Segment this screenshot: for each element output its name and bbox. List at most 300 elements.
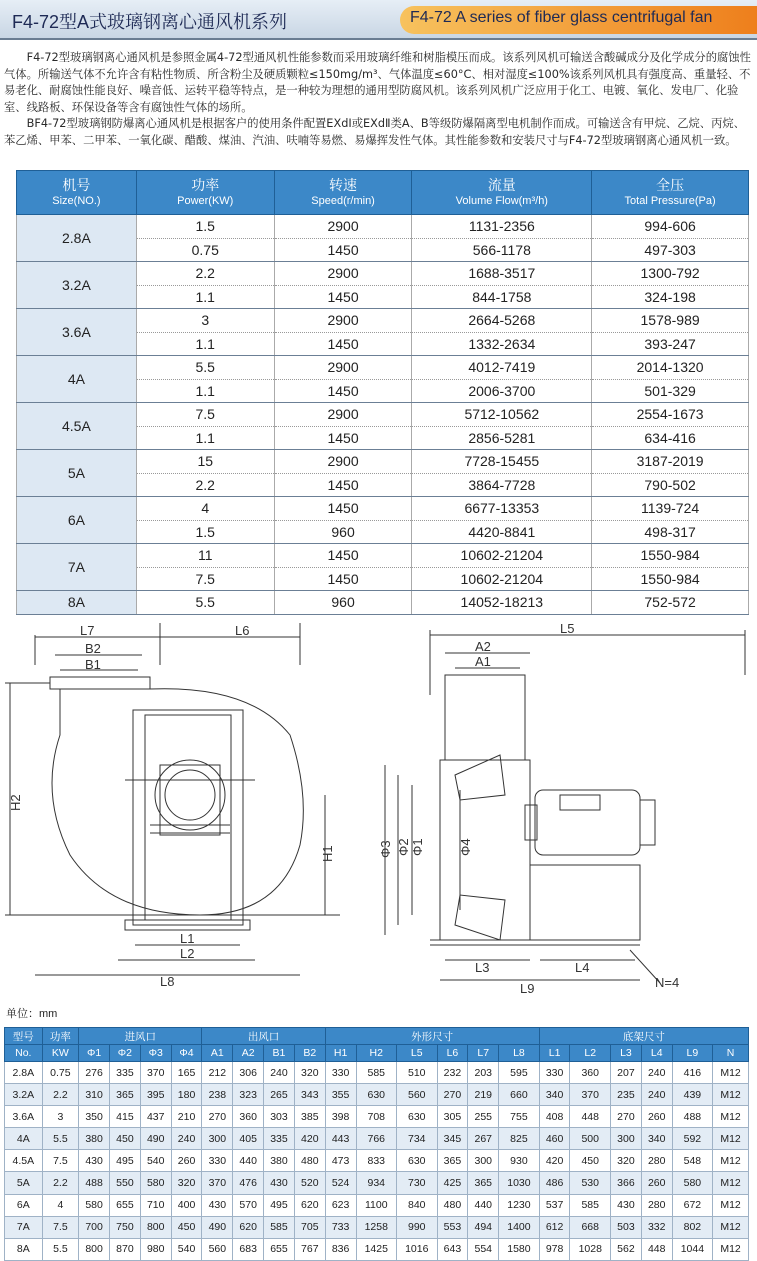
table-row xyxy=(17,544,749,568)
dim-group-header: 底架尺寸 xyxy=(539,1028,748,1045)
table-cell: 553 xyxy=(437,1216,468,1238)
table-cell: 3 xyxy=(42,1106,79,1128)
table-cell: 978 xyxy=(539,1238,570,1260)
table-cell: 548 xyxy=(672,1150,713,1172)
dim-group-header: 外形尺寸 xyxy=(325,1028,539,1045)
table-cell: 501-329 xyxy=(592,379,749,403)
table-cell: 240 xyxy=(264,1062,295,1084)
table-cell: 5A xyxy=(5,1172,43,1194)
table-cell: 1139-724 xyxy=(592,497,749,521)
table-cell: 1580 xyxy=(499,1238,540,1260)
table-cell: 540 xyxy=(171,1238,202,1260)
table-cell: 494 xyxy=(468,1216,499,1238)
intro-paragraph-2: BF4-72型玻璃钢防爆离心通风机是根据客户的使用条件配置EXdⅠ或EXdⅡ类A、B等级防爆隔离型电机制作而成。可输送含有甲烷、乙烷、丙烷、苯乙烯、甲苯、二甲苯、一氧化碳、醋酸、煤油、汽油、呋喃等易燃、易爆挥发性气体。其性能参数和安装尺寸与F4-72型玻璃钢离心通风机一致。 xyxy=(4,117,745,147)
table-cell: 365 xyxy=(110,1084,141,1106)
dim-group-header: 进风口 xyxy=(79,1028,202,1045)
perf-header-en: Volume Flow(m³/h) xyxy=(455,194,548,207)
table-cell: 450 xyxy=(171,1216,202,1238)
table-cell: 280 xyxy=(641,1194,672,1216)
table-cell: 1.1 xyxy=(136,379,274,403)
table-cell: 708 xyxy=(356,1106,397,1128)
table-cell: 683 xyxy=(233,1238,264,1260)
label-L6: L6 xyxy=(235,623,250,638)
size-cell: 8A xyxy=(17,591,137,615)
label-N: N=4 xyxy=(655,975,680,990)
table-cell: 15 xyxy=(136,450,274,474)
label-B1: B1 xyxy=(85,657,101,672)
table-cell: 5.5 xyxy=(42,1238,79,1260)
table-cell: 310 xyxy=(79,1084,110,1106)
table-cell: 2.2 xyxy=(42,1172,79,1194)
dim-sub-header: B1 xyxy=(264,1045,295,1062)
table-cell: 800 xyxy=(79,1238,110,1260)
table-cell: 350 xyxy=(79,1106,110,1128)
perf-header-cn: 转速 xyxy=(329,176,358,193)
table-cell: 750 xyxy=(110,1216,141,1238)
dim-sub-header: A2 xyxy=(233,1045,264,1062)
table-cell: 960 xyxy=(274,520,412,544)
table-cell: 303 xyxy=(264,1106,295,1128)
table-cell: 219 xyxy=(468,1084,499,1106)
front-view-drawing xyxy=(378,621,745,996)
table-row xyxy=(17,215,749,239)
dim-sub-header: H2 xyxy=(356,1045,397,1062)
table-cell: 752-572 xyxy=(592,591,749,615)
performance-table xyxy=(16,170,749,615)
perf-header-2 xyxy=(274,171,412,215)
dim-sub-header: Φ2 xyxy=(110,1045,141,1062)
dim-sub-header: L6 xyxy=(437,1045,468,1062)
size-cell: 2.8A xyxy=(17,215,137,262)
table-cell: 537 xyxy=(539,1194,570,1216)
table-cell: 2900 xyxy=(274,450,412,474)
label-L9: L9 xyxy=(520,981,535,996)
table-cell: 4 xyxy=(136,497,274,521)
label-A1: A1 xyxy=(475,654,491,669)
table-cell: 306 xyxy=(233,1062,264,1084)
perf-header-cn: 机号 xyxy=(62,176,91,193)
table-cell: 260 xyxy=(641,1106,672,1128)
table-cell: 420 xyxy=(294,1128,325,1150)
table-cell: 585 xyxy=(356,1062,397,1084)
table-cell: M12 xyxy=(713,1106,749,1128)
table-cell: 5712-10562 xyxy=(412,403,592,427)
table-cell: 473 xyxy=(325,1150,356,1172)
table-cell: 1450 xyxy=(274,426,412,450)
dim-sub-header: A1 xyxy=(202,1045,233,1062)
table-cell: M12 xyxy=(713,1150,749,1172)
table-cell: 324-198 xyxy=(592,285,749,309)
label-H2: H2 xyxy=(8,794,23,811)
table-row xyxy=(5,1062,749,1084)
table-cell: 580 xyxy=(79,1194,110,1216)
table-cell: 980 xyxy=(140,1238,171,1260)
table-cell: 488 xyxy=(79,1172,110,1194)
table-cell: 476 xyxy=(233,1172,264,1194)
table-cell: 405 xyxy=(233,1128,264,1150)
label-L2: L2 xyxy=(180,946,195,961)
table-cell: 443 xyxy=(325,1128,356,1150)
table-cell: 2554-1673 xyxy=(592,403,749,427)
intro-paragraph-1: F4-72型玻璃钢离心通风机是参照金属4-72型通风机性能参数而采用玻璃纤维和树脂模压而成。该系列风机可输送含酸碱成分及化学成分的腐蚀性气体。所输送气体不允许含有粘性物质、所含粉尘及硬质颗粒≤150mg/m³、气体温度≤60°C、相对湿度≤100%该系列风机具有强度高、重量轻、不易老化、耐腐蚀性能良好、噪音低、运转平稳等特点，是一种较为理想的通用型防腐风机。该系列风机广泛应用于化工、电镀、氧化、发电厂、化验室、线路板、环保设备等含有腐蚀性气体的场所。 xyxy=(4,51,751,114)
table-cell: 366 xyxy=(611,1172,642,1194)
table-cell: 1044 xyxy=(672,1238,713,1260)
table-cell: 300 xyxy=(468,1150,499,1172)
table-cell: 767 xyxy=(294,1238,325,1260)
table-cell: 488 xyxy=(672,1106,713,1128)
table-cell: 480 xyxy=(294,1150,325,1172)
table-cell: 7.5 xyxy=(136,567,274,591)
table-cell: 365 xyxy=(468,1172,499,1194)
dim-sub-header: KW xyxy=(42,1045,79,1062)
table-cell: 335 xyxy=(110,1062,141,1084)
table-cell: 3.2A xyxy=(5,1084,43,1106)
table-cell: 416 xyxy=(672,1062,713,1084)
table-row xyxy=(5,1238,749,1260)
label-d4: Φ4 xyxy=(458,838,473,856)
table-cell: 840 xyxy=(397,1194,438,1216)
dim-sub-header: L9 xyxy=(672,1045,713,1062)
table-cell: 1230 xyxy=(499,1194,540,1216)
table-cell: 1450 xyxy=(274,497,412,521)
table-cell: 3187-2019 xyxy=(592,450,749,474)
table-cell: M12 xyxy=(713,1062,749,1084)
table-cell: 1450 xyxy=(274,473,412,497)
table-cell: 930 xyxy=(499,1150,540,1172)
table-cell: 430 xyxy=(264,1172,295,1194)
table-cell: 1.1 xyxy=(136,332,274,356)
table-cell: 270 xyxy=(202,1106,233,1128)
table-cell: 240 xyxy=(171,1128,202,1150)
table-cell: 340 xyxy=(641,1128,672,1150)
table-cell: 1.5 xyxy=(136,215,274,239)
table-cell: 7.5 xyxy=(42,1216,79,1238)
table-cell: 1332-2634 xyxy=(412,332,592,356)
table-cell: 260 xyxy=(171,1150,202,1172)
table-cell: 595 xyxy=(499,1062,540,1084)
table-cell: 1258 xyxy=(356,1216,397,1238)
table-cell: 370 xyxy=(570,1084,611,1106)
table-cell: 1028 xyxy=(570,1238,611,1260)
dim-sub-header: L3 xyxy=(611,1045,642,1062)
perf-header-4 xyxy=(592,171,749,215)
table-cell: 870 xyxy=(110,1238,141,1260)
table-cell: M12 xyxy=(713,1128,749,1150)
table-cell: 440 xyxy=(468,1194,499,1216)
table-cell: 408 xyxy=(539,1106,570,1128)
table-cell: 270 xyxy=(611,1106,642,1128)
table-cell: 1131-2356 xyxy=(412,215,592,239)
table-cell: 11 xyxy=(136,544,274,568)
table-cell: M12 xyxy=(713,1238,749,1260)
table-cell: 1030 xyxy=(499,1172,540,1194)
table-cell: 330 xyxy=(539,1062,570,1084)
table-cell: 340 xyxy=(539,1084,570,1106)
table-cell: 755 xyxy=(499,1106,540,1128)
table-cell: 4012-7419 xyxy=(412,356,592,380)
table-cell: 580 xyxy=(672,1172,713,1194)
table-cell: 490 xyxy=(140,1128,171,1150)
table-cell: 450 xyxy=(570,1150,611,1172)
size-cell: 6A xyxy=(17,497,137,544)
table-cell: 498-317 xyxy=(592,520,749,544)
intro-text xyxy=(4,50,753,150)
table-cell: 3864-7728 xyxy=(412,473,592,497)
table-cell: 634-416 xyxy=(592,426,749,450)
table-row xyxy=(5,1106,749,1128)
table-cell: 1450 xyxy=(274,332,412,356)
table-cell: 2.2 xyxy=(136,262,274,286)
table-row xyxy=(5,1084,749,1106)
table-cell: 370 xyxy=(202,1172,233,1194)
table-cell: 2006-3700 xyxy=(412,379,592,403)
table-cell: 655 xyxy=(110,1194,141,1216)
table-cell: 734 xyxy=(397,1128,438,1150)
table-cell: 3 xyxy=(136,309,274,333)
dim-group-header: 型号 xyxy=(5,1028,43,1045)
dim-sub-header: L8 xyxy=(499,1045,540,1062)
size-cell: 7A xyxy=(17,544,137,591)
table-cell: 990 xyxy=(397,1216,438,1238)
table-cell: 212 xyxy=(202,1062,233,1084)
table-cell: 232 xyxy=(437,1062,468,1084)
table-row xyxy=(17,262,749,286)
table-row xyxy=(17,403,749,427)
perf-header-en: Speed(r/min) xyxy=(311,194,375,207)
table-cell: 585 xyxy=(264,1216,295,1238)
table-cell: 566-1178 xyxy=(412,238,592,262)
perf-header-cn: 功率 xyxy=(191,176,220,193)
dim-sub-header: Φ4 xyxy=(171,1045,202,1062)
table-cell: 0.75 xyxy=(42,1062,79,1084)
table-cell: 592 xyxy=(672,1128,713,1150)
table-cell: 7728-15455 xyxy=(412,450,592,474)
table-cell: 630 xyxy=(397,1150,438,1172)
table-cell: 5.5 xyxy=(136,591,274,615)
table-cell: 2900 xyxy=(274,215,412,239)
table-row xyxy=(17,591,749,615)
table-cell: 360 xyxy=(233,1106,264,1128)
table-cell: 790-502 xyxy=(592,473,749,497)
table-cell: 425 xyxy=(437,1172,468,1194)
table-cell: M12 xyxy=(713,1216,749,1238)
table-cell: 265 xyxy=(264,1084,295,1106)
table-cell: 2900 xyxy=(274,309,412,333)
dimension-drawing xyxy=(0,615,757,1005)
table-cell: 370 xyxy=(140,1062,171,1084)
label-L1: L1 xyxy=(180,931,195,946)
table-cell: 540 xyxy=(140,1150,171,1172)
table-cell: 1450 xyxy=(274,238,412,262)
perf-header-3 xyxy=(412,171,592,215)
table-cell: 643 xyxy=(437,1238,468,1260)
table-cell: 2.8A xyxy=(5,1062,43,1084)
table-cell: 710 xyxy=(140,1194,171,1216)
table-cell: 1688-3517 xyxy=(412,262,592,286)
perf-header-en: Power(KW) xyxy=(177,194,234,207)
table-cell: 300 xyxy=(611,1128,642,1150)
table-cell: 437 xyxy=(140,1106,171,1128)
table-cell: 510 xyxy=(397,1062,438,1084)
table-cell: 8A xyxy=(5,1238,43,1260)
table-cell: 550 xyxy=(110,1172,141,1194)
table-cell: 2900 xyxy=(274,356,412,380)
table-cell: 2.2 xyxy=(42,1084,79,1106)
table-cell: M12 xyxy=(713,1084,749,1106)
table-cell: 2664-5268 xyxy=(412,309,592,333)
table-cell: 320 xyxy=(171,1172,202,1194)
table-cell: 1400 xyxy=(499,1216,540,1238)
table-row xyxy=(17,309,749,333)
perf-header-0 xyxy=(17,171,137,215)
table-cell: 420 xyxy=(539,1150,570,1172)
table-cell: 238 xyxy=(202,1084,233,1106)
title-cn: F4-72型A式玻璃钢离心通风机系列 xyxy=(12,12,288,32)
dim-sub-header: L5 xyxy=(397,1045,438,1062)
table-cell: 1.1 xyxy=(136,426,274,450)
perf-header-en: Size(NO.) xyxy=(52,194,101,207)
unit-label: 单位：mm xyxy=(6,1008,58,1020)
table-cell: 800 xyxy=(140,1216,171,1238)
table-cell: 570 xyxy=(233,1194,264,1216)
table-cell: 14052-18213 xyxy=(412,591,592,615)
dim-group-header: 功率 xyxy=(42,1028,79,1045)
title-en: F4-72 A series of fiber glass centrifugal fan xyxy=(400,6,757,34)
table-cell: 440 xyxy=(233,1150,264,1172)
label-L7: L7 xyxy=(80,623,95,638)
table-cell: 1550-984 xyxy=(592,544,749,568)
table-cell: 495 xyxy=(110,1150,141,1172)
table-cell: 330 xyxy=(202,1150,233,1172)
table-row xyxy=(5,1216,749,1238)
table-cell: 520 xyxy=(294,1172,325,1194)
table-cell: 1450 xyxy=(274,285,412,309)
table-cell: 335 xyxy=(264,1128,295,1150)
table-cell: 360 xyxy=(570,1062,611,1084)
table-cell: 530 xyxy=(570,1172,611,1194)
table-cell: 2856-5281 xyxy=(412,426,592,450)
table-cell: 480 xyxy=(437,1194,468,1216)
table-cell: 2.2 xyxy=(136,473,274,497)
table-cell: 260 xyxy=(641,1172,672,1194)
table-cell: 486 xyxy=(539,1172,570,1194)
table-cell: 395 xyxy=(140,1084,171,1106)
label-d1: Φ1 xyxy=(410,838,425,856)
table-cell: 5.5 xyxy=(136,356,274,380)
table-cell: 430 xyxy=(611,1194,642,1216)
size-cell: 4A xyxy=(17,356,137,403)
table-cell: 180 xyxy=(171,1084,202,1106)
table-cell: 1450 xyxy=(274,544,412,568)
dim-sub-header: B2 xyxy=(294,1045,325,1062)
table-cell: 766 xyxy=(356,1128,397,1150)
table-cell: 730 xyxy=(397,1172,438,1194)
label-d3: Φ3 xyxy=(378,840,393,858)
table-cell: 332 xyxy=(641,1216,672,1238)
table-cell: M12 xyxy=(713,1194,749,1216)
table-cell: 450 xyxy=(110,1128,141,1150)
table-cell: 655 xyxy=(264,1238,295,1260)
table-cell: 825 xyxy=(499,1128,540,1150)
table-cell: 207 xyxy=(611,1062,642,1084)
table-cell: 343 xyxy=(294,1084,325,1106)
label-L8: L8 xyxy=(160,974,175,989)
table-cell: 1100 xyxy=(356,1194,397,1216)
perf-header-cn: 流量 xyxy=(487,176,516,193)
dimension-table xyxy=(4,1027,749,1261)
table-cell: 960 xyxy=(274,591,412,615)
dim-sub-header: L2 xyxy=(570,1045,611,1062)
table-cell: 672 xyxy=(672,1194,713,1216)
table-cell: 1.1 xyxy=(136,285,274,309)
table-cell: 393-247 xyxy=(592,332,749,356)
label-A2: A2 xyxy=(475,639,491,654)
label-H1: H1 xyxy=(320,845,335,862)
table-cell: 270 xyxy=(437,1084,468,1106)
table-cell: 580 xyxy=(140,1172,171,1194)
table-cell: 320 xyxy=(294,1062,325,1084)
table-cell: 380 xyxy=(264,1150,295,1172)
table-cell: 439 xyxy=(672,1084,713,1106)
table-cell: 365 xyxy=(437,1150,468,1172)
perf-header-1 xyxy=(136,171,274,215)
table-row xyxy=(5,1194,749,1216)
table-row xyxy=(17,497,749,521)
table-cell: 355 xyxy=(325,1084,356,1106)
dim-sub-header: No. xyxy=(5,1045,43,1062)
table-cell: 705 xyxy=(294,1216,325,1238)
table-cell: 6A xyxy=(5,1194,43,1216)
size-cell: 3.2A xyxy=(17,262,137,309)
dim-group-header: 出风口 xyxy=(202,1028,325,1045)
table-cell: 210 xyxy=(171,1106,202,1128)
page-header xyxy=(0,0,757,40)
size-cell: 5A xyxy=(17,450,137,497)
table-cell: 1450 xyxy=(274,567,412,591)
label-L3: L3 xyxy=(475,960,490,975)
table-cell: 503 xyxy=(611,1216,642,1238)
table-cell: 668 xyxy=(570,1216,611,1238)
table-cell: 836 xyxy=(325,1238,356,1260)
table-cell: 415 xyxy=(110,1106,141,1128)
table-row xyxy=(5,1172,749,1194)
table-cell: 3.6A xyxy=(5,1106,43,1128)
table-cell: 2900 xyxy=(274,403,412,427)
table-cell: 497-303 xyxy=(592,238,749,262)
table-cell: 398 xyxy=(325,1106,356,1128)
table-cell: 844-1758 xyxy=(412,285,592,309)
table-cell: 560 xyxy=(202,1238,233,1260)
table-cell: 4.5A xyxy=(5,1150,43,1172)
table-cell: 330 xyxy=(325,1062,356,1084)
table-cell: 7.5 xyxy=(136,403,274,427)
table-cell: 1450 xyxy=(274,379,412,403)
table-cell: 400 xyxy=(171,1194,202,1216)
size-cell: 4.5A xyxy=(17,403,137,450)
table-cell: 660 xyxy=(499,1084,540,1106)
table-cell: 300 xyxy=(202,1128,233,1150)
table-cell: 2900 xyxy=(274,262,412,286)
dim-sub-header: Φ1 xyxy=(79,1045,110,1062)
table-cell: 7.5 xyxy=(42,1150,79,1172)
table-cell: 620 xyxy=(294,1194,325,1216)
table-cell: 7A xyxy=(5,1216,43,1238)
table-cell: 345 xyxy=(437,1128,468,1150)
dim-sub-header: N xyxy=(713,1045,749,1062)
table-cell: 1.5 xyxy=(136,520,274,544)
table-cell: 560 xyxy=(397,1084,438,1106)
table-cell: 10602-21204 xyxy=(412,567,592,591)
